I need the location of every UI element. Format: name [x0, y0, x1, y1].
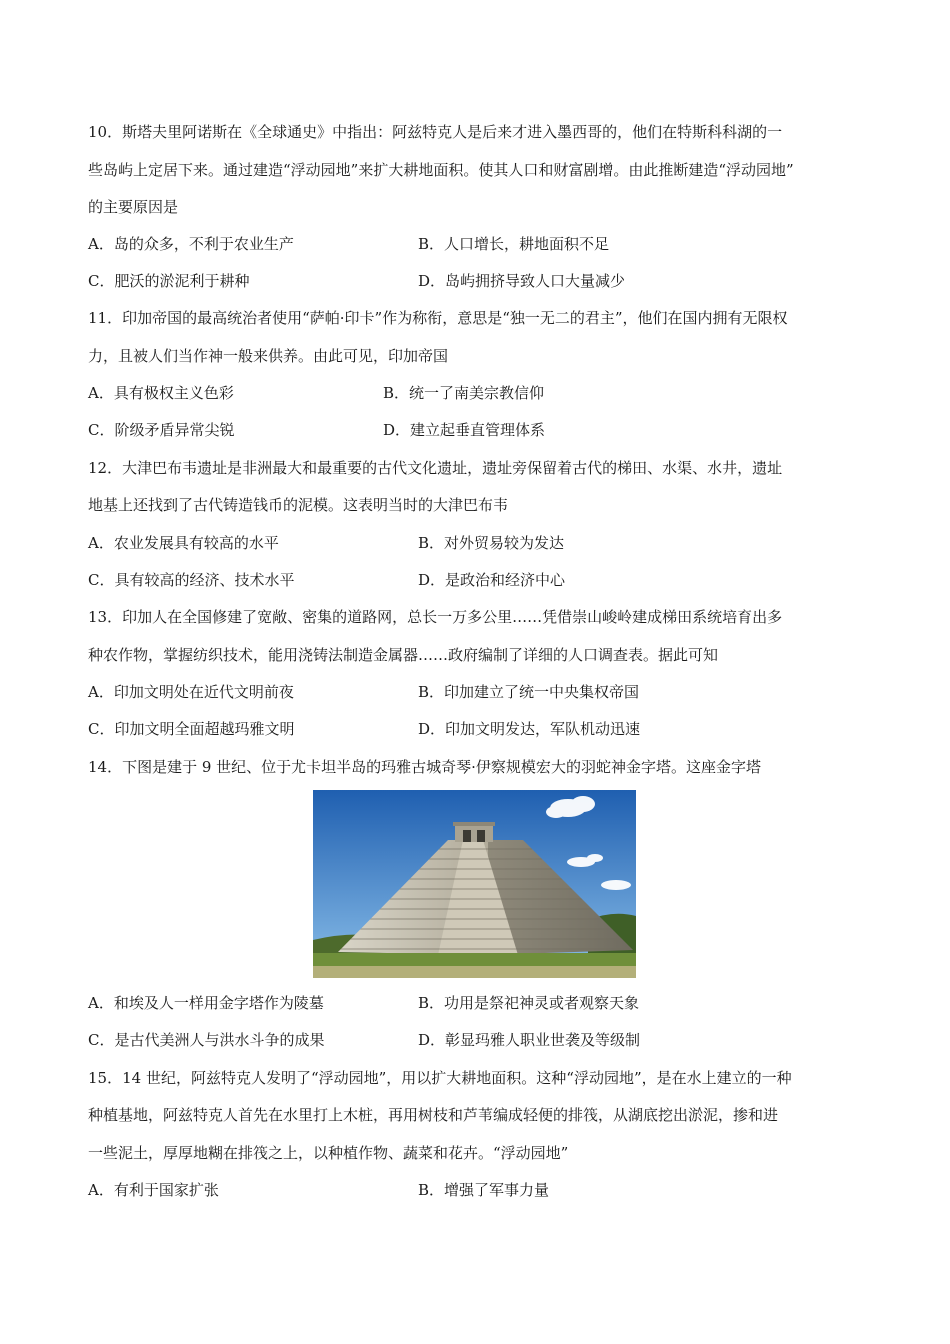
q13-stem-line-2: 种农作物，掌握纺织技术，能用浇铸法制造金属器……政府编制了详细的人口调查表。据此可知 [88, 646, 719, 664]
q11-option-c: C．阶级矛盾异常尖锐 [88, 421, 235, 439]
q14-option-c: C．是古代美洲人与洪水斗争的成果 [88, 1031, 325, 1049]
q15-option-a: A．有利于国家扩张 [88, 1181, 219, 1199]
q10-option-a: A．岛的众多，不利于农业生产 [88, 235, 294, 253]
q10-stem-line-2: 些岛屿上定居下来。通过建造“浮动园地”来扩大耕地面积。使其人口和财富剧增。由此推断建造“浮动园地” [88, 161, 794, 179]
q10-stem-line-3: 的主要原因是 [88, 198, 179, 216]
q15-stem-line-2: 种植基地，阿兹特克人首先在水里打上木桩，再用树枝和芦苇编成轻便的排筏，从湖底挖出淤泥，掺和进 [88, 1106, 779, 1124]
q11-option-a: A．具有极权主义色彩 [88, 384, 234, 402]
q12-stem-line-1: 12．大津巴布韦遗址是非洲最大和最重要的古代文化遗址，遗址旁保留着古代的梯田、水渠、水井，遗址 [88, 459, 783, 477]
q10-stem-line-1: 10．斯塔夫里阿诺斯在《全球通史》中指出：阿兹特克人是后来才进入墨西哥的，他们在特斯科科湖的一 [88, 123, 783, 141]
q12-option-a: A．农业发展具有较高的水平 [88, 534, 279, 552]
q14-option-d: D．彰显玛雅人职业世袭及等级制 [418, 1031, 641, 1049]
q13-option-a: A．印加文明处在近代文明前夜 [88, 683, 294, 701]
q12-stem-line-2: 地基上还找到了古代铸造钱币的泥模。这表明当时的大津巴布韦 [88, 496, 509, 514]
q12-option-c: C．具有较高的经济、技术水平 [88, 571, 295, 589]
q14-option-a: A．和埃及人一样用金字塔作为陵墓 [88, 994, 324, 1012]
q10-option-b: B．人口增长，耕地面积不足 [418, 235, 610, 253]
path [313, 966, 636, 978]
q13-option-b: B．印加建立了统一中央集权帝国 [418, 683, 640, 701]
q12-option-d: D．是政治和经济中心 [418, 571, 566, 589]
q15-option-b: B．增强了军事力量 [418, 1181, 550, 1199]
q12-option-b: B．对外贸易较为发达 [418, 534, 565, 552]
q13-option-d: D．印加文明发达，军队机动迅速 [418, 720, 641, 738]
q15-stem-line-1: 15．14 世纪，阿兹特克人发明了“浮动园地”，用以扩大耕地面积。这种“浮动园地”，是在水上建立的一种 [88, 1069, 792, 1087]
q13-option-c: C．印加文明全面超越玛雅文明 [88, 720, 295, 738]
q14-option-b: B．功用是祭祀神灵或者观察天象 [418, 994, 640, 1012]
pyramid-photo [313, 790, 636, 978]
q15-stem-line-3: 一些泥土，厚厚地糊在排筏之上，以种植作物、蔬菜和花卉。“浮动园地” [88, 1144, 569, 1162]
q11-option-b: B．统一了南美宗教信仰 [383, 384, 545, 402]
q13-stem-line-1: 13．印加人在全国修建了宽敞、密集的道路网，总长一万多公里……凭借崇山峻岭建成梯田系统培育出多 [88, 608, 783, 626]
q14-stem-line-1: 14．下图是建于 9 世纪、位于尤卡坦半岛的玛雅古城奇琴·伊察规模宏大的羽蛇神金字塔。这座金字塔 [88, 758, 761, 776]
q11-option-d: D．建立起垂直管理体系 [383, 421, 546, 439]
q10-option-c: C．肥沃的淤泥利于耕种 [88, 272, 250, 290]
q11-stem-line-2: 力，且被人们当作神一般来供养。由此可见，印加帝国 [88, 347, 449, 365]
q11-stem-line-1: 11．印加帝国的最高统治者使用“萨帕·印卡”作为称衔，意思是“独一无二的君主”，他们在国内拥有无限权 [88, 309, 788, 327]
q10-option-d: D．岛屿拥挤导致人口大量减少 [418, 272, 626, 290]
